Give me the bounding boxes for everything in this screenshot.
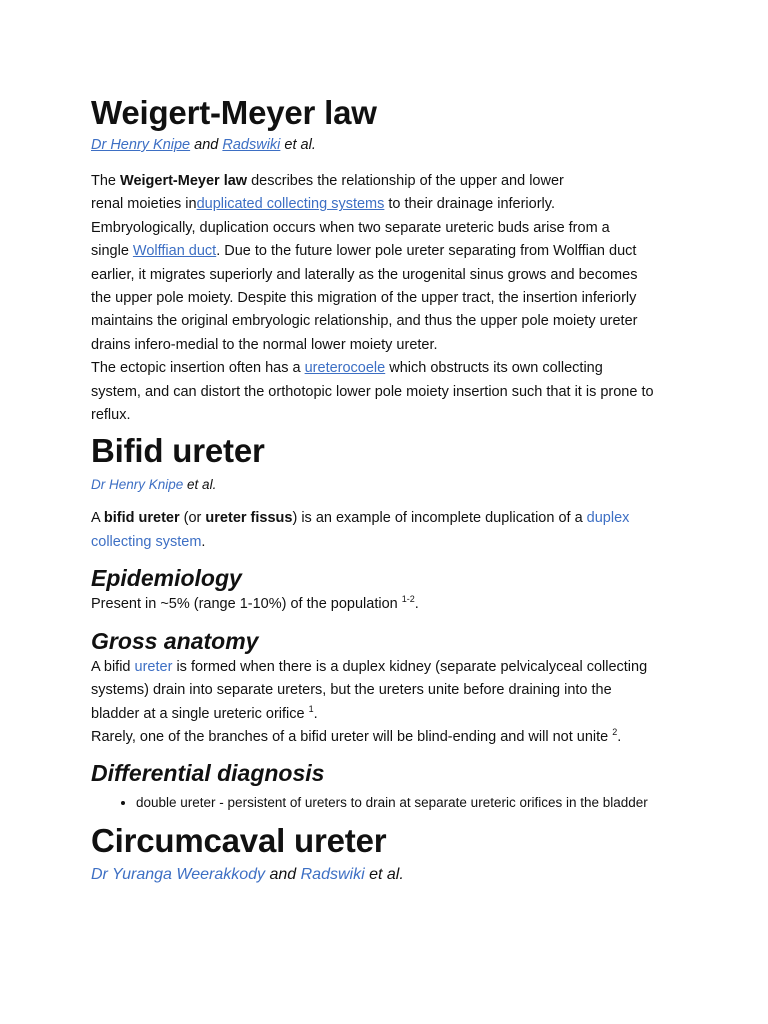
- gross-anatomy-text: [91, 656, 691, 750]
- text: A: [91, 510, 104, 527]
- author-yuranga-weerakkody-link[interactable]: Dr Yuranga Weerakkody: [91, 866, 266, 884]
- author-henry-knipe-link[interactable]: Dr Henry Knipe: [91, 137, 191, 153]
- text: The ectopic insertion often has a: [91, 360, 305, 377]
- epidemiology-heading: Epidemiology: [91, 565, 242, 592]
- differential-diagnosis-list: [91, 793, 691, 813]
- text: .: [201, 533, 206, 550]
- text: . Due to the future lower pole ureter separating from Wolffian duct: [216, 243, 637, 260]
- collecting-system-link[interactable]: collecting system: [91, 533, 202, 550]
- bifid-ureter-title: Bifid ureter: [91, 432, 265, 470]
- citation-ref[interactable]: 2: [612, 726, 618, 737]
- text: renal moieties in: [91, 196, 197, 213]
- circumcaval-ureter-title: Circumcaval ureter: [91, 822, 387, 860]
- text: which obstructs its own collecting: [385, 360, 603, 377]
- weigert-meyer-title: Weigert-Meyer law: [91, 94, 377, 131]
- text: A bifid: [91, 658, 135, 675]
- byline-and: and: [265, 866, 301, 884]
- text: The: [91, 173, 121, 189]
- text: Present in ~5% (range 1-10%) of the population: [91, 596, 402, 613]
- text: .: [414, 596, 419, 613]
- text: is formed when there is a duplex kidney (separate pelvicalyceal collecting: [172, 658, 648, 675]
- bifid-ureter-byline: [91, 475, 691, 495]
- ureter-link[interactable]: ureter: [134, 658, 173, 675]
- epidemiology-text: [91, 593, 691, 616]
- text: systems) drain into separate ureters, but the ureters unite before draining into the: [91, 682, 612, 699]
- list-item: • double ureter - persistent of ureters to drain at separate ureteric orifices in the bladder: [136, 793, 691, 813]
- byline-etal: et al.: [280, 137, 316, 153]
- text: Embryologically, duplication occurs when two separate ureteric buds arise from a: [91, 219, 610, 236]
- text: ) is an example of incomplete duplication of a: [292, 510, 587, 527]
- byline-and: and: [190, 137, 223, 153]
- text: to their drainage inferiorly.: [384, 196, 555, 213]
- text: reflux.: [91, 407, 131, 424]
- document-page: [91, 93, 691, 885]
- bold-term: ureter fissus: [205, 510, 293, 527]
- duplicated-collecting-systems-link[interactable]: duplicated collecting systems: [196, 196, 385, 213]
- duplex-link[interactable]: duplex: [586, 510, 630, 527]
- text: single: [91, 243, 133, 260]
- text: earlier, it migrates superiorly and laterally as the urogenital sinus grows and becomes: [91, 266, 638, 283]
- byline-etal: et al.: [364, 866, 404, 884]
- bold-term: bifid ureter: [103, 510, 180, 527]
- author-radswiki-link[interactable]: Radswiki: [300, 866, 365, 884]
- bifid-ureter-intro: [91, 507, 691, 554]
- text: .: [313, 705, 318, 722]
- author-radswiki-link[interactable]: Radswiki: [222, 137, 281, 153]
- byline-etal: et al.: [183, 477, 217, 493]
- weigert-meyer-byline: [91, 135, 691, 155]
- text: drains infero-medial to the normal lower moiety ureter.: [91, 336, 438, 353]
- text: describes the relationship of the upper and lower: [247, 173, 564, 189]
- wolffian-duct-link[interactable]: Wolffian duct: [132, 243, 217, 260]
- text: (or: [179, 510, 206, 527]
- author-henry-knipe-link[interactable]: Dr Henry Knipe: [91, 477, 184, 493]
- bold-term: Weigert-Meyer law: [120, 173, 248, 189]
- circumcaval-ureter-byline: [91, 865, 691, 885]
- gross-anatomy-heading: Gross anatomy: [91, 627, 259, 654]
- text: Rarely, one of the branches of a bifid ureter will be blind-ending and will not unite: [91, 728, 613, 745]
- weigert-meyer-paragraph-1: [91, 170, 691, 427]
- citation-ref[interactable]: 1-2: [401, 594, 415, 605]
- text: maintains the original embryologic relationship, and thus the upper pole moiety ureter: [91, 313, 638, 330]
- text: bladder at a single ureteric orifice: [91, 705, 309, 722]
- ureterocoele-link[interactable]: ureterocoele: [304, 360, 386, 377]
- text: the upper pole moiety. Despite this migration of the upper tract, the insertion inferiorly: [91, 290, 637, 307]
- text: .: [617, 728, 622, 745]
- differential-diagnosis-heading: Differential diagnosis: [91, 760, 325, 787]
- citation-ref[interactable]: 1: [308, 703, 314, 714]
- text: system, and can distort the orthotopic lower pole moiety insertion such that it is prone to: [91, 383, 654, 400]
